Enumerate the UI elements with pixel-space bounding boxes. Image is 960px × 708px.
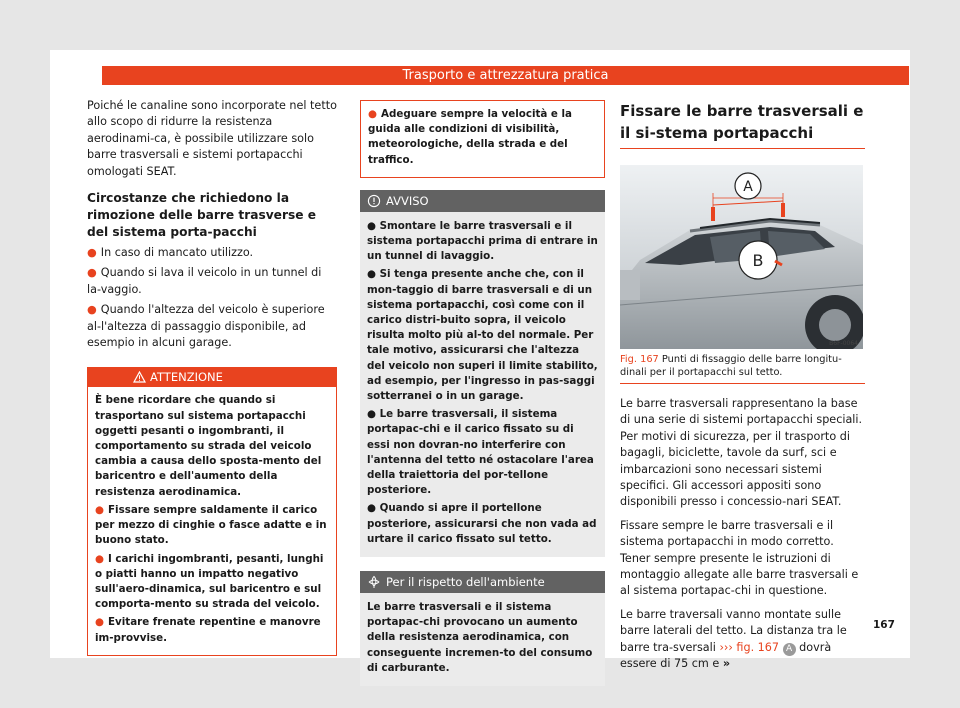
bullet-item: ● In caso di mancato utilizzo. <box>87 246 254 260</box>
chapter-header: Trasporto e attrezzatura pratica <box>102 66 909 85</box>
notice-bullet: ● Quando si apre il portellone posteriore, assicurarsi che non vada ad urtare il carico fissato sul tetto. <box>367 502 597 545</box>
environment-text: Le barre trasversali e il sistema portapac-chi provocano un aumento della resistenza aerodinamica, con conseguente incremen-to del consumo di carburante. <box>367 601 593 674</box>
notice-bullet: ● Si tenga presente anche che, con il mon-taggio di barre trasversali e di un sistema portapacchi, così come con il carico distri-buito sopra, il veicolo risulta molto più al-to del normale. Per tale motivo, assicurarsi che l'altezza del veicolo non superi il limite stabilito, ad esempio, per l'ingresso in pas-saggi sotterranei o in un garage. <box>367 268 598 403</box>
continue-icon: » <box>722 657 731 671</box>
roof-rack-figure <box>620 165 863 349</box>
warning-bullet: ● I carichi ingombranti, pesanti, lunghi o piatti hanno un impatto negativo sull'aero-dinamica, sul baricentro e sul comporta-mento su strada del veicolo. <box>95 552 324 611</box>
notice-bullet: ● Le barre trasversali, il sistema portapac-chi e il carico fissato su di essi non dovran-no interferire con l'antenna del tetto né ostacolare l'area della traiettoria del por-tellone posteriore. <box>367 408 594 497</box>
page-number: 167 <box>873 619 895 631</box>
label-b: B <box>752 251 764 270</box>
manual-page <box>50 50 910 674</box>
info-circle-icon <box>367 194 381 208</box>
warning-triangle-icon <box>133 371 146 383</box>
environment-body <box>360 593 605 686</box>
notice-bullet: ● Smontare le barre trasversali e il sistema portapacchi prima di entrare in un tunnel di lavaggio. <box>367 219 598 263</box>
bullet-item: ● Quando l'altezza del veicolo è superiore al-l'altezza di passaggio disponibile, ad esempio in alcuni garage. <box>87 303 325 350</box>
paragraph-2: Fissare sempre le barre trasversali e il sistema portapacchi in modo corretto. Tener sempre presente le istruzioni di montaggio allegate alle barre trasversali e al sistema portapac-chi in questione. <box>620 518 859 598</box>
figure-caption <box>620 349 865 384</box>
warning-bullet: ● Fissare sempre saldamente il carico per mezzo di cinghie o fasce adatte e in buono stato. <box>95 503 327 547</box>
warning-continued-box <box>360 100 605 178</box>
fig-arrow-icon: ››› <box>719 640 733 654</box>
warning-bullet: ● Evitare frenate repentine e manovre im-provvise. <box>95 616 321 644</box>
environment-title: Per il rispetto dell'ambiente <box>386 575 545 590</box>
warning-intro: È bene ricordare che quando si trasportano sul sistema portapacchi oggetti pesanti o ingombranti, il comportamento su strada del veicolo cambia a causa dello sposta-mento del baricentro e dell'aumento della resistenza aerodinamica. <box>95 394 322 498</box>
section-title: Fissare le barre trasversali e il si-stema portapacchi <box>620 100 865 149</box>
ref-badge-a: A <box>783 643 796 656</box>
paragraph-3: Le barre traversali vanno montate sulle barre laterali del tetto. La distanza tra le barre tra-sversali ››› fig. 167 A dovrà essere di 75 cm e » <box>620 607 847 671</box>
notice-body <box>360 212 605 557</box>
label-a: A <box>743 179 753 195</box>
notice-title: AVVISO <box>386 193 429 208</box>
leaf-icon <box>367 575 381 589</box>
paragraph-1: Le barre trasversali rappresentano la base di una serie di sistemi portapacchi speciali. Per motivi di sicurezza, per il trasporto di bagagli, biciclette, tavole da surf, sci e imbarcazioni sono necessari sistemi specifici. Gli accessori appositi sono disponibili presso i concessio-nari SEAT. <box>620 397 863 509</box>
figure-code: B6F-0064 <box>829 340 858 347</box>
bullet-icon: ● <box>87 303 97 317</box>
warning-header <box>88 368 336 387</box>
bullet-icon: ● <box>368 108 377 120</box>
environment-header <box>360 571 605 593</box>
bullet-icon: ● <box>87 266 97 280</box>
bullet-icon: ● <box>367 268 380 281</box>
column-1 <box>87 98 337 656</box>
column-3 <box>620 100 865 680</box>
bullet-item: ● Quando si lava il veicolo in un tunnel di la-vaggio. <box>87 266 322 296</box>
bullet-icon: ● <box>95 616 104 629</box>
figure-link[interactable]: fig. 167 <box>736 640 780 654</box>
caption-label: Fig. 167 <box>620 354 659 365</box>
bullet-icon: ● <box>95 552 104 565</box>
removal-heading: Circostanze che richiedono la rimozione delle barre trasverse e del sistema porta-pacchi <box>87 191 316 240</box>
caption-text: Punti di fissaggio delle barre longitu-dinali per il portapacchi sul tetto. <box>620 354 842 378</box>
warning-title: ATTENZIONE <box>150 370 223 385</box>
environment-box <box>360 571 605 686</box>
bullet-icon: ● <box>367 219 380 232</box>
bullet-icon: ● <box>87 246 97 260</box>
bullet-icon: ● <box>367 408 380 421</box>
warning-box <box>87 367 337 655</box>
bullet-icon: ● <box>95 503 104 516</box>
bullet-icon: ● <box>367 502 380 515</box>
warning-bullet: ● Adeguare sempre la velocità e la guida alle condizioni di visibilità, meteorologiche, della strada e del traffico. <box>368 108 572 166</box>
column-2 <box>360 100 605 686</box>
intro-paragraph: Poiché le canaline sono incorporate nel tetto allo scopo di ridurre la resistenza aerodinami-ca, è possibile utilizzare solo barre trasversali e sistemi portapacchi omologati SEAT. <box>87 99 337 178</box>
warning-body <box>88 387 336 654</box>
notice-box <box>360 190 605 557</box>
warning-continued-body <box>361 101 604 177</box>
car-roof-illustration <box>620 165 863 349</box>
notice-header <box>360 190 605 212</box>
